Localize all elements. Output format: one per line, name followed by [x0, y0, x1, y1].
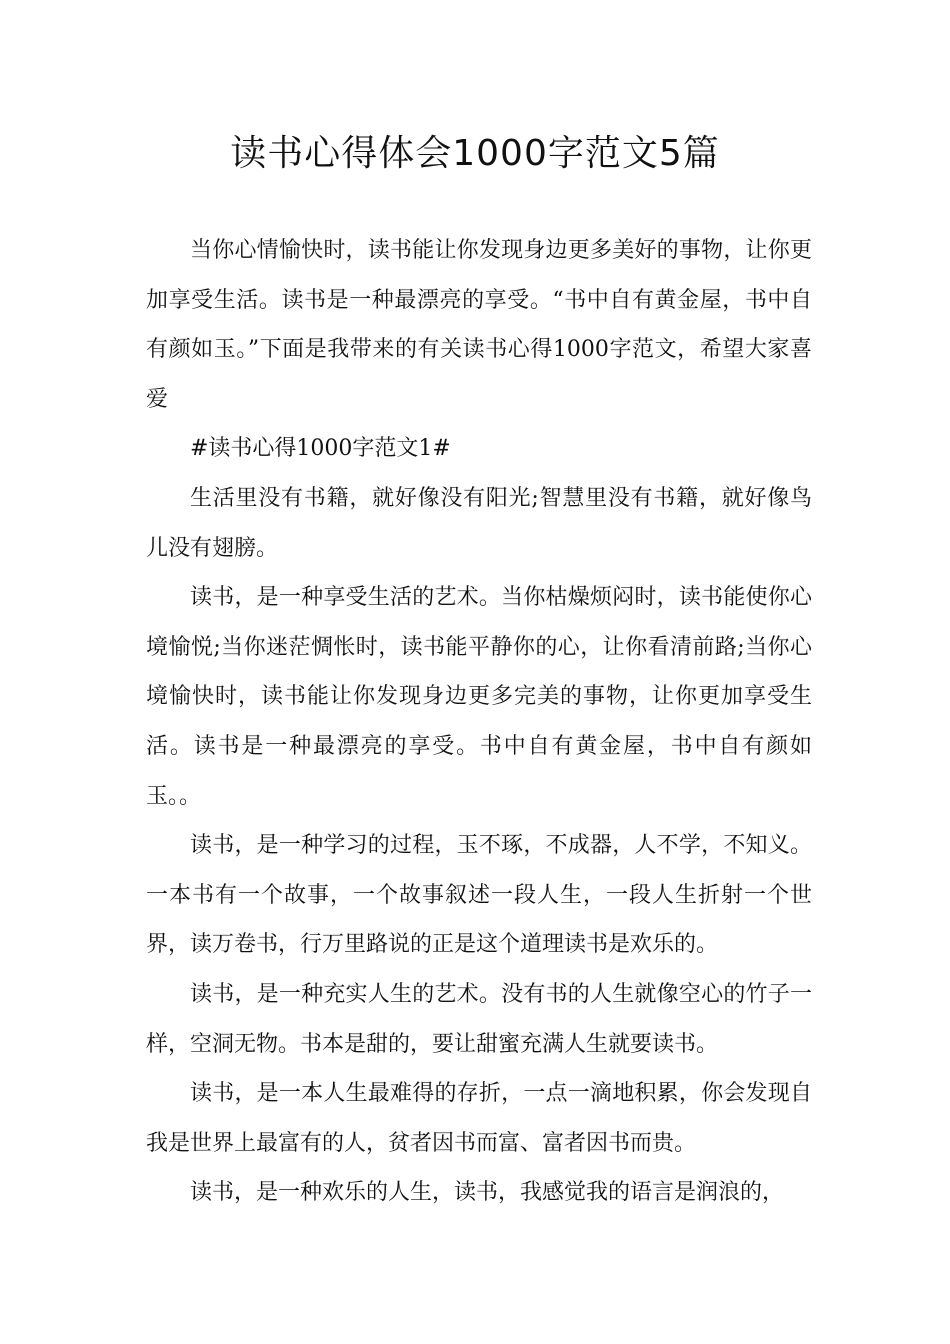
paragraph: 读书，是一种享受生活的艺术。当你枯燥烦闷时，读书能使你心境愉悦;当你迷茫惆怅时，读书能平静你的心，让你看清前路;当你心境愉快时，读书能让你发现身边更多完美的事物，让你更加享受生活。读书是一种最漂亮的享受。书中自有黄金屋，书中自有颜如玉。。	[146, 585, 812, 809]
paragraph: 生活里没有书籍，就好像没有阳光;智慧里没有书籍，就好像鸟儿没有翅膀。	[146, 485, 812, 561]
paragraph: 读书，是一种充实人生的艺术。没有书的人生就像空心的竹子一样，空洞无物。书本是甜的，要让甜蜜充满人生就要读书。	[146, 981, 812, 1057]
section-heading: #读书心得1000字范文1#	[190, 436, 451, 462]
document-body	[146, 226, 812, 1218]
paragraph-intro: 当你心情愉快时，读书能让你发现身边更多美好的事物，让你更加享受生活。读书是一种最漂亮的享受。“书中自有黄金屋，书中自有颜如玉。”下面是我带来的有关读书心得1000字范文，希望大家喜爱	[146, 238, 812, 412]
document-title: 读书心得体会1000字范文5篇	[230, 133, 720, 174]
paragraph: 读书，是一本人生最难得的存折，一点一滴地积累，你会发现自我是世界上最富有的人，贫者因书而富、富者因书而贵。	[146, 1081, 812, 1156]
paragraph: 读书，是一种欢乐的人生，读书，我感觉我的语言是润浪的，	[190, 1180, 785, 1206]
paragraph: 读书，是一种学习的过程，玉不琢，不成器，人不学，不知义。一本书有一个故事，一个故事叙述一段人生，一段人生折射一个世界，读万卷书，行万里路说的正是这个道理读书是欢乐的。	[146, 833, 812, 958]
